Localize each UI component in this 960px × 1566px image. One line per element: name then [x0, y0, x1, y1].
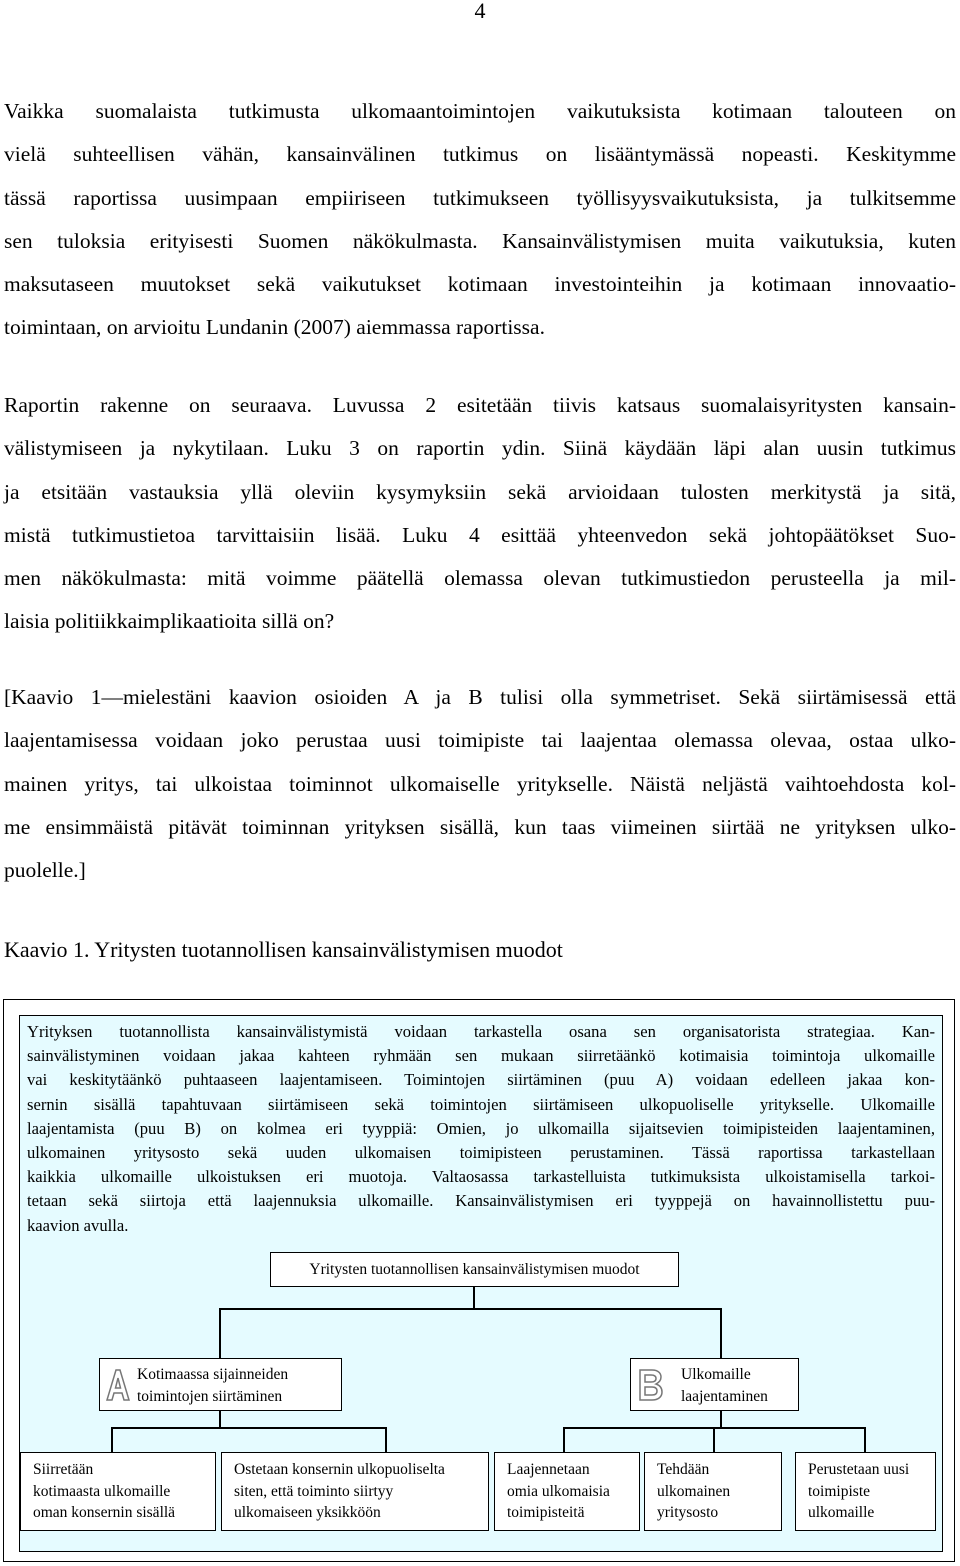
letter-b-icon	[637, 1368, 663, 1402]
diagram-leaf-5	[795, 1452, 936, 1531]
leaf-line: toimipisteitä	[507, 1504, 585, 1521]
text-line: Raportin rakenne on seuraava. Luvussa 2 esitetään tiivis katsaus suomalaisyritysten kansain-	[4, 393, 956, 417]
box-description	[27, 1020, 935, 1238]
paragraph-1	[4, 90, 956, 350]
text-line: puolelle.]	[4, 858, 86, 883]
leaf-line: Siirretään	[33, 1461, 94, 1478]
box-text-line: Yrityksen tuotannollista kansainvälistymistä voidaan tarkastella osana sen organisatorista strategiaa. Kan-	[27, 1022, 935, 1041]
leaf-line: Tehdään	[657, 1461, 710, 1478]
leaf-line: Perustetaan uusi	[808, 1461, 910, 1478]
box-text-line: kaikkia ulkomaille ulkoistuksen eri muotoja. Valtaosassa tarkastelluista tutkimuksista ulkoistamisella tarkoi-	[27, 1167, 935, 1187]
paragraph-2	[4, 384, 956, 644]
text-line: tässä raportissa uusimpaan empiiriseen tutkimukseen työllisyysvaikutuksista, ja tulkitsemme	[4, 185, 956, 210]
text-line: ja etsitään vastauksia yllä oleviin kysymyksiin sekä arvioidaan tulosten merkitystä ja sitä,	[4, 479, 956, 504]
box-text-line: vai keskitytäänkö puhtaaseen laajentamiseen. Toimintojen siirtäminen (puu A) voidaan edelleen jakaa kon-	[27, 1070, 935, 1090]
diagram-leaf-2	[221, 1452, 489, 1531]
text-line: vielä suhteellisen vähän, kansainvälinen tutkimus on lisääntymässä nopeasti. Keskitymme	[4, 142, 956, 167]
leaf-line: yritysosto	[657, 1504, 719, 1521]
box-text-line: ulkomainen yritysosto sekä uuden ulkomaisen toimipisteen perustaminen. Tässä raportissa tarkastellaan	[27, 1143, 935, 1163]
connector-a-down	[219, 1409, 221, 1427]
text-line: sen tuloksia erityisesti Suomen näkökulmasta. Kansainvälistymisen muita vaikutuksia, kuten	[4, 228, 956, 253]
connector-leaf-1	[111, 1427, 113, 1452]
diagram-branch-b	[630, 1358, 799, 1411]
connector-leaf-3	[563, 1427, 565, 1452]
box-text-line: sainvälistyminen voidaan jakaa kahteen ryhmään sen mukaan siirretäänkö kotimaisia toimintoja ulkomaille	[27, 1046, 935, 1066]
connector-to-b	[720, 1308, 722, 1359]
text-line: välistymiseen ja nykytilaan. Luku 3 on raportin ydin. Siinä käydään läpi alan uusin tutkimus	[4, 436, 956, 461]
connector-leaf-5	[864, 1427, 866, 1452]
leaf-line: ulkomaille	[808, 1504, 875, 1521]
leaf-line: Laajennetaan	[507, 1461, 590, 1478]
box-text-line: tetaan sekä siirtoja että laajennuksia ulkomaille. Kansainvälistymisen eri tyyppejä on havainnollistettu puu-	[27, 1191, 935, 1211]
diagram-branch-a	[99, 1358, 342, 1411]
figure-box	[3, 999, 955, 1562]
text-line: laajentamisessa voidaan joko perustaa uusi toimipiste tai laajentaa olemassa olevaa, ostaa ulko-	[4, 728, 956, 753]
box-text-line: sernin sisällä tapahtuvaan siirtämiseen sekä toimintojen siirtämiseen ulkopuoliselle yritykselle. Ulkomaille	[27, 1094, 935, 1114]
paragraph-3	[4, 676, 956, 892]
diagram-leaf-1	[20, 1452, 216, 1531]
text-line: Vaikka suomalaista tutkimusta ulkomaantoimintojen vaikutuksista kotimaan talouteen on	[4, 99, 956, 123]
connector-leaf-2	[385, 1427, 387, 1452]
connector-root-down	[473, 1285, 475, 1308]
box-text-line: laajentamista (puu B) on kolmea eri tyyppiä: Omien, jo ulkomailla sijaitsevien toimipisteiden laajentaminen,	[27, 1118, 935, 1138]
text-line: me ensimmäistä pitävät toiminnan yrityksen sisällä, kun taas viimeinen siirtää ne yrityksen ulko-	[4, 814, 956, 839]
branch-b-line: laajentaminen	[681, 1387, 768, 1405]
leaf-line: kotimaasta ulkomaille	[33, 1482, 171, 1500]
leaf-line: Ostetaan konsernin ulkopuoliselta	[234, 1461, 445, 1478]
text-line: maksutaseen muutokset sekä vaikutukset kotimaan investointeihin ja kotimaan innovaatio-	[4, 272, 956, 297]
diagram-root-node	[270, 1252, 679, 1287]
text-line: [Kaavio 1—mielestäni kaavion osioiden A ja B tulisi olla symmetriset. Sekä siirtämisessä että	[4, 685, 956, 709]
branch-a-line: Kotimaassa sijainneiden	[137, 1366, 289, 1383]
connector-b-down	[720, 1409, 722, 1427]
text-line: men näkökulmasta: mitä voimme päätellä olemassa olevan tutkimustiedon perusteella ja mil-	[4, 566, 956, 591]
page-number: 4	[474, 0, 486, 23]
leaf-line: siten, että toiminto siirtyy	[234, 1482, 394, 1500]
connector-mid-horizontal	[219, 1308, 721, 1310]
figure-caption: Kaavio 1. Yritysten tuotannollisen kansainvälistymisen muodot	[4, 937, 563, 962]
letter-a-icon	[105, 1368, 131, 1402]
connector-a-horizontal	[111, 1427, 386, 1429]
diagram-leaf-3	[494, 1452, 640, 1531]
branch-a-line: toimintojen siirtäminen	[137, 1387, 283, 1405]
leaf-line: ulkomaiseen yksikköön	[234, 1504, 381, 1521]
leaf-line: toimipiste	[808, 1482, 870, 1500]
figure-box-inner	[19, 1015, 943, 1552]
diagram-leaf-4	[644, 1452, 782, 1531]
text-line: mainen yritys, tai ulkoistaa toiminnot ulkomaiselle yritykselle. Näistä neljästä vaihtoehdosta kol-	[4, 771, 956, 796]
branch-b-line: Ulkomaille	[681, 1366, 751, 1383]
leaf-line: oman konsernin sisällä	[33, 1504, 176, 1521]
connector-leaf-4	[713, 1427, 715, 1452]
text-line: mistä tutkimustietoa tarvittaisiin lisää. Luku 4 esittää yhteenvedon sekä johtopäätökset Suo-	[4, 522, 956, 547]
leaf-line: ulkomainen	[657, 1482, 731, 1500]
text-line: laisia politiikkaimplikaatioita sillä on?	[4, 609, 335, 634]
leaf-line: omia ulkomaisia	[507, 1482, 610, 1500]
box-text-line: kaavion avulla.	[27, 1215, 129, 1235]
connector-to-a	[219, 1308, 221, 1359]
diagram-root-label: Yritysten tuotannollisen kansainvälistymisen muodot	[309, 1261, 640, 1278]
text-line: toimintaan, on arvioitu Lundanin (2007) aiemmassa raportissa.	[4, 315, 545, 340]
